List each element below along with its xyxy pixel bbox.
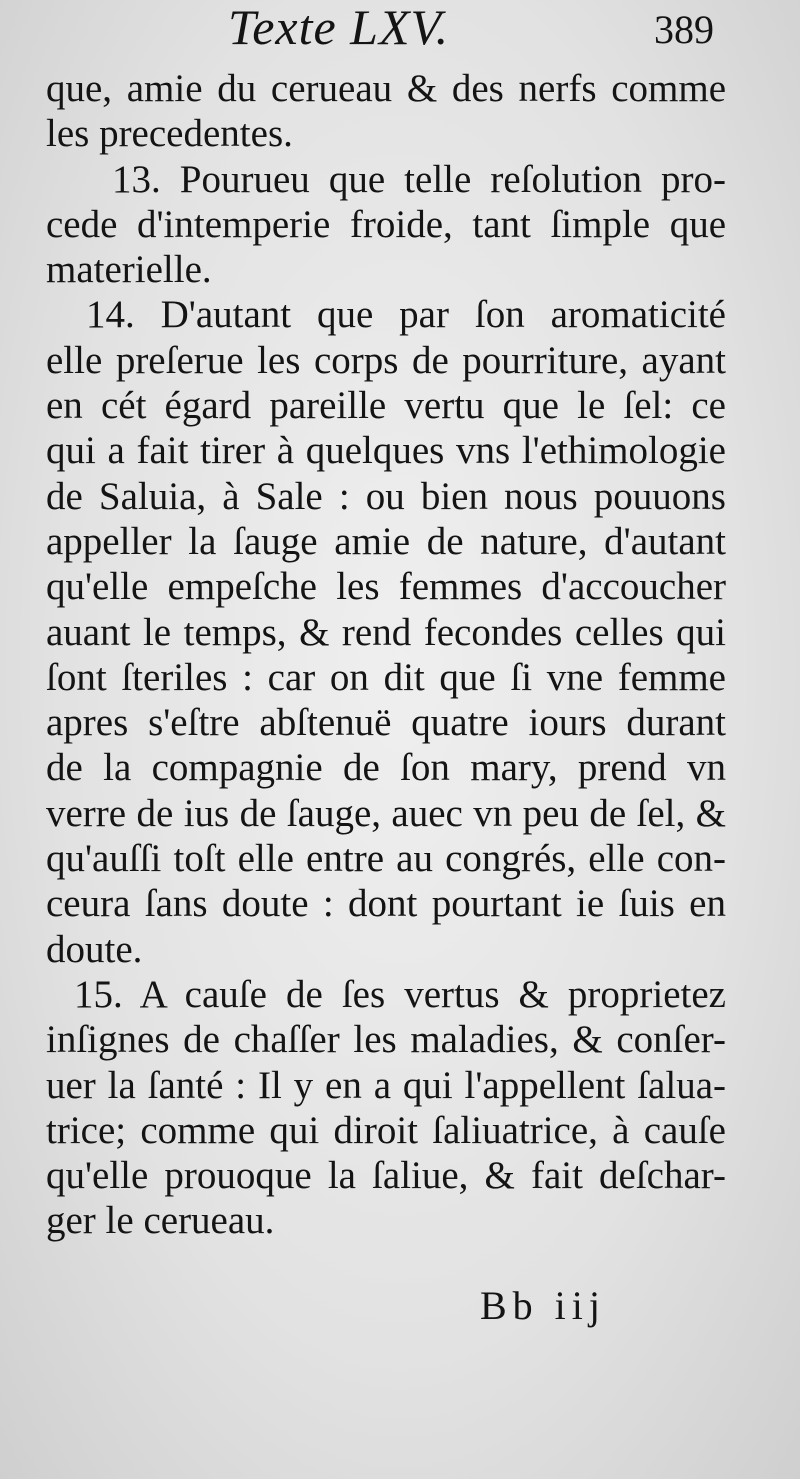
text-line: auant le temps, & rend fecondes celles qui <box>46 610 726 654</box>
text-line: qu'auſſi toſt elle entre au congrés, elle con- <box>46 837 726 881</box>
text-line: ger le cerueau. <box>46 1199 275 1243</box>
page-number: 389 <box>654 7 714 52</box>
text-line: qui a fait tirer à quelques vns l'ethimologie <box>46 429 726 473</box>
running-head <box>0 0 800 60</box>
signature-mark: Bb iij <box>480 1283 607 1328</box>
text-line: ſont ſteriles : car on dit que ſi vne femme <box>46 655 726 699</box>
text-line: de la compagnie de ſon mary, prend vn <box>46 746 726 790</box>
text-line: elle preſerue les corps de pourriture, ayant <box>46 338 726 382</box>
text-line: que, amie du cerueau & des nerfs comme <box>46 67 726 110</box>
text-line: qu'elle empeſche les femmes d'accoucher <box>46 565 726 609</box>
text-line: trice; comme qui diroit ſaliuatrice, à cauſe <box>46 1108 726 1152</box>
text-line: 14. D'autant que par ſon aromaticité <box>86 293 726 337</box>
running-head-title: Texte LXV. <box>228 0 450 55</box>
text-line: inſignes de chaſſer les maladies, & conſer- <box>46 1018 726 1062</box>
text-line: ceura ſans doute : dont pourtant ie ſuis en <box>46 882 726 926</box>
text-line: 13. Pourueu que telle reſolution pro- <box>112 157 726 201</box>
text-line: cede d'intemperie froide, tant ſimple que <box>46 202 726 246</box>
text-line: de Saluia, à Sale : ou bien nous pouuons <box>46 474 726 518</box>
text-line: les precedentes. <box>46 112 293 156</box>
text-line: materielle. <box>46 248 212 292</box>
body-text <box>46 66 726 1244</box>
text-line: appeller la ſauge amie de nature, d'autant <box>46 519 726 563</box>
text-line: qu'elle prouoque la ſaliue, & fait deſchar- <box>46 1154 726 1198</box>
text-line: apres s'eſtre abſtenuë quatre iours durant <box>46 701 726 745</box>
text-line: uer la ſanté : Il y en a qui l'appellent ſalua- <box>46 1063 726 1107</box>
text-line: en cét égard pareille vertu que le ſel: ce <box>46 384 726 428</box>
text-line: 15. A cauſe de ſes vertus & proprietez <box>74 972 726 1016</box>
text-line: doute. <box>46 927 143 971</box>
text-line: verre de ius de ſauge, auec vn peu de ſel, & <box>46 791 726 835</box>
